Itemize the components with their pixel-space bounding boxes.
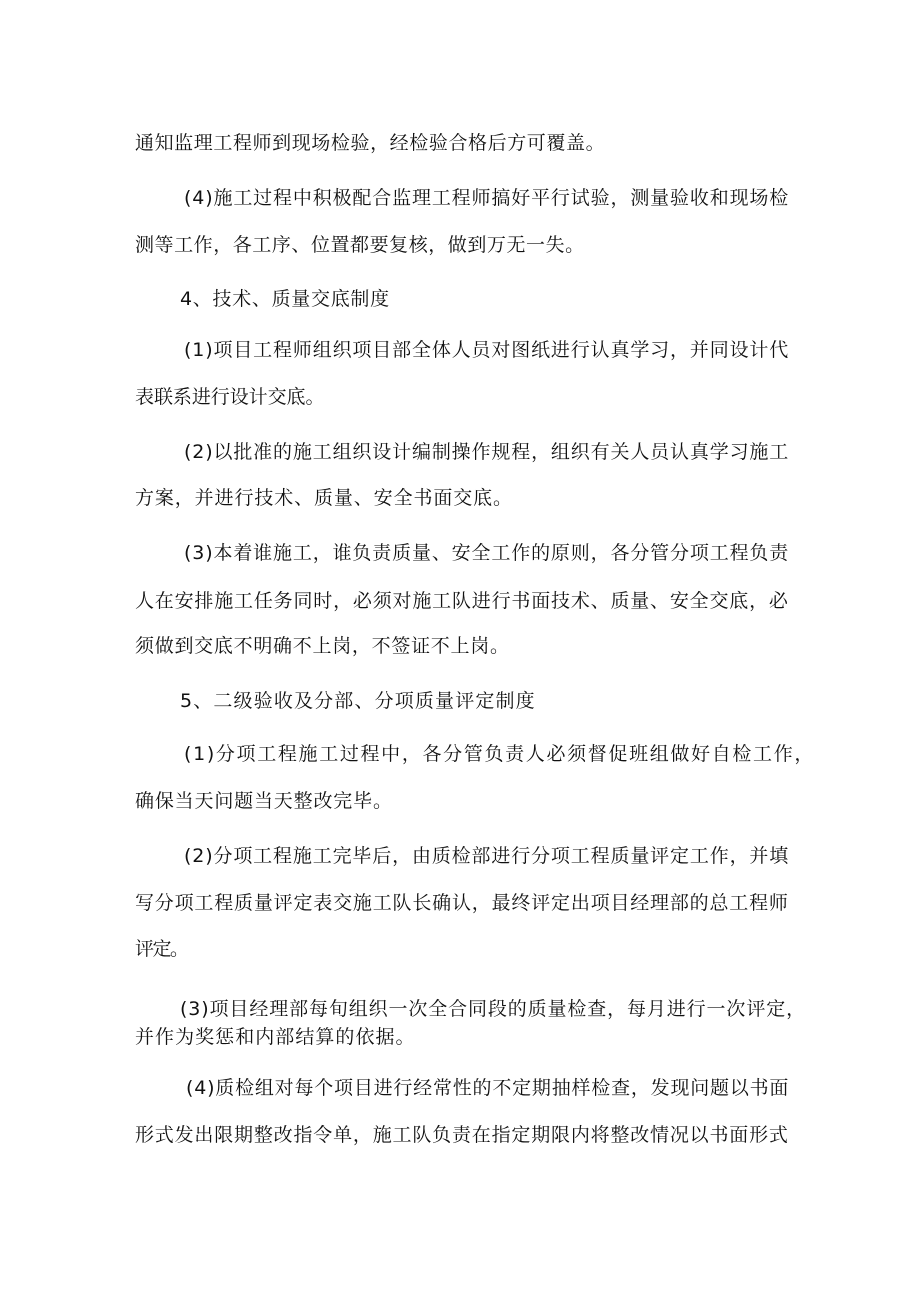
text-line: 通知监理工程师到现场检验，经检验合格后方可覆盖。 [135,132,606,154]
text-line: (2)以批准的施工组织设计编制操作规程，组织有关人员认真学习施工 [184,441,790,463]
section-heading: 4、技术、质量交底制度 [180,288,390,310]
text-line: (1)分项工程施工过程中，各分管负责人必须督促班组做好自检工作， [184,743,816,765]
text-line: (3)本着谁施工，谁负责质量、安全工作的原则，各分管分项工程负责 [184,542,790,564]
text-line: 方案，并进行技术、质量、安全书面交底。 [135,487,513,509]
text-line: (4)施工过程中积极配合监理工程师搞好平行试验，测量验收和现场检 [184,187,790,209]
text-line: 人在安排施工任务同时，必须对施工队进行书面技术、质量、安全交底，必 [135,590,789,612]
text-line: (3)项目经理部每旬组织一次全合同段的质量检查，每月进行一次评定， [180,998,806,1020]
text-line: 表联系进行设计交底。 [135,386,325,408]
section-heading: 5、二级验收及分部、分项质量评定制度 [180,690,536,712]
text-line: 评定。 [135,938,188,960]
text-line: 测等工作，各工序、位置都要复核，做到万无一失。 [135,234,585,256]
text-line: 形式发出限期整改指令单，施工队负责在指定期限内将整改情况以书面形式 [135,1124,789,1146]
text-line: (4)质检组对每个项目进行经常性的不定期抽样检查，发现问题以书面 [186,1077,790,1099]
text-line: 写分项工程质量评定表交施工队长确认，最终评定出项目经理部的总工程师 [135,892,789,914]
text-line: (1)项目工程师组织项目部全体人员对图纸进行认真学习，并同设计代 [184,339,790,361]
text-line: 须做到交底不明确不上岗，不签证不上岗。 [135,635,510,657]
text-line: (2)分项工程施工完毕后，由质检部进行分项工程质量评定工作，并填 [184,845,790,867]
text-line: 确保当天问题当天整改完毕。 [135,790,393,812]
text-line: 并作为奖惩和内部结算的依据。 [135,1026,416,1048]
